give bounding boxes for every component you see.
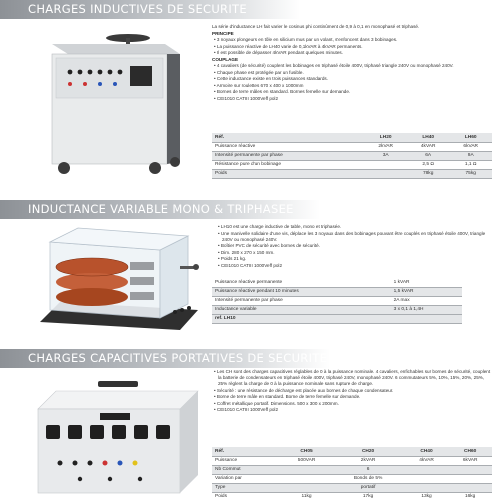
table-cell [448,474,492,483]
table-cell: 11kg [282,492,332,500]
table-cell: Inductance variable [212,305,391,314]
table-cell: LH40 [407,133,450,142]
feature-item: • LH10 est une charge inductive de table, mono et triphasée. [222,224,491,230]
section-title: CHARGES CAPACITIVES PORTATIVES DE SECURITE [0,349,330,368]
table-cell: 4kVAR [407,142,450,151]
table-cell: 6kVAR [449,142,492,151]
table-cell: Réf. [212,447,282,456]
reference-cell: ref. LH10 [212,314,391,323]
table-cell [405,483,449,492]
table-row [212,151,492,160]
variable-spec-table [212,278,462,324]
capacitive-spec-table [212,447,492,500]
table-cell: CH05 [282,447,332,456]
table-cell: Variation par [212,474,282,483]
coupling-item: • Cette inductance existe en trois puissances standards. [218,76,492,82]
table-cell [282,465,332,474]
table-cell: Poids [212,169,364,178]
table-cell: Puissance [212,456,282,465]
table-cell: 9A [449,151,492,160]
table-cell: 2kVAR [331,456,404,465]
table-header-row [212,133,492,142]
table-cell: 2kVAR [364,142,407,151]
feature-item: • Poids 21 kg. [222,256,491,262]
table-cell: Puissance réactive [212,142,364,151]
feature-item: • Coffret métallique portatif. Dimensions. 500 x 300 x 200mm. [218,401,492,407]
table-row [212,456,492,465]
table-cell: 500VAR [282,456,332,465]
principle-heading: PRINCIPE [212,30,234,36]
table-cell: 78kg [407,169,450,178]
table-cell: 1,5 kVAR [391,287,462,296]
table-cell [364,160,407,169]
coupling-item: • Chaque phase est protégée par un fusible. [218,70,492,76]
table-cell: Poids [212,492,282,500]
feature-item: • Dim. 280 x 270 x 150 mm. [222,250,491,256]
section-title: INDUCTANCE VARIABLE MONO & TRIPHASEE [0,200,320,219]
principle-item: • 3 noyaux plongeurs en tôle en silicium mus par un volant, s'enfoncent dans 3 bobinages. [218,37,492,43]
inductive-cabinet-photo [30,22,200,177]
intro-text: La série d'inductance LH fait varier le cosinus phi continûment de 0,9 à 0,1 en monophasé et triphasé. [212,24,420,29]
table-cell [282,483,332,492]
coupling-item: • 4 cavaliers (de sécurité) couplent les bobinages en triphasé étoile 400V, triphasé triangle 240V ou monophasé 240V. [218,63,492,69]
feature-item: • CEI1010 CATIII 1000Veff pol2 [222,263,491,269]
table-cell: CH60 [448,447,492,456]
table-cell: CH40 [405,447,449,456]
feature-item: • Sécurité : une résistance de décharge est placée aux bornes de chaque condensateur. [218,388,492,394]
table-row [212,169,492,178]
principle-item: • La puissance réactive de LH40 varie de 0,1kVAR à 4kVAR permanents. [218,44,492,50]
table-cell: 6 [331,465,404,474]
section-title: CHARGES INDUCTIVES DE SECURITE [0,0,300,19]
table-cell: Intensité permanente par phase [212,296,391,305]
table-cell: Type [212,483,282,492]
table-row [212,492,492,500]
table-row [212,474,492,483]
table-cell: 1,1 Ω [449,160,492,169]
capacitive-description [212,369,492,414]
reference-row [212,314,462,323]
table-cell [364,169,407,178]
feature-item: • Les CH sont des charges capacitives réglables de 0 à la puissance nominale. 4 cavaliers, enfichables sur bornes de sécurité, couplent la batterie de condensateurs en triphasé étoile 400V, triphasé 240V, monophasé 240V. 6 commutateurs 5%, 10%, 15%, 20%, 25%, 25% règlent la charge de 0 à la puissance nominale sans rupture de charge. [218,369,492,387]
section-capacitive-loads [0,343,500,500]
section-inductive-loads [0,0,500,178]
table-cell: Puissance réactive pendant 10 minutes [212,287,391,296]
feature-item: • Borne de terre mâle en standard. Borne de terre femelle sur demande. [218,394,492,400]
feature-item: • CEI1010 CATIII 1000Veff pol2 [218,407,492,413]
table-cell: 16kg [448,492,492,500]
coupling-item: • Bornes de terre mâles en standard. Bornes femelle sur demande. [218,89,492,95]
table-cell: 2A max [391,296,462,305]
table-cell: Puissance réactive permanente [212,278,391,287]
table-cell: LH20 [364,133,407,142]
table-cell [405,465,449,474]
table-cell: 13kg [405,492,449,500]
inductive-description [212,24,492,102]
table-cell: LH60 [449,133,492,142]
table-cell [448,465,492,474]
table-row [212,160,492,169]
table-cell: Nb Commut [212,465,282,474]
table-row [212,142,492,151]
table-cell: Intensité permanente par phase [212,151,364,160]
table-cell: Réf. [212,133,364,142]
table-cell: 17kg [331,492,404,500]
feature-item: • Boîtier PVC de sécurité avec bornes de sécurité. [222,243,491,249]
coupling-item: • Armoire sur roulettes 670 x 400 x 1000mm [218,83,492,89]
variable-description [216,224,491,269]
table-cell: 6kVAR [448,456,492,465]
table-row [212,465,492,474]
table-cell: 3 x 0,1 à 1,4H [391,305,462,314]
coupling-heading: COUPLAGE [212,56,239,62]
table-row [212,287,462,296]
feature-item: • Une manivelle solidaire d'une vis, déplace les 3 noyaux dans des bobinages pouvant être couplés en triphasé étoile 400V, triangle 240V ou monophasé 240V. [222,231,491,243]
table-cell [405,474,449,483]
table-cell: 3A [364,151,407,160]
table-row [212,305,462,314]
variable-inductance-photo [30,222,202,340]
table-cell: CH20 [331,447,404,456]
coupling-item: • CEI1010 CATIII 1000Veff pol2 [218,96,492,102]
table-row [212,296,462,305]
table-cell: portatif [331,483,404,492]
principle-item: • Il est possible de dépasser 4kVAR pendant quelques minutes. [218,50,492,56]
table-cell: Bonds de 5% [331,474,404,483]
table-cell [448,483,492,492]
table-cell: 6A [407,151,450,160]
table-header-row [212,447,492,456]
table-cell [282,474,332,483]
table-cell: 2,5 Ω [407,160,450,169]
table-row [212,278,462,287]
section-variable-inductance [0,200,500,344]
capacitive-box-photo [30,371,202,499]
inductive-spec-table [212,133,492,179]
table-cell: 75kg [449,169,492,178]
table-cell: Résistance pure d'un bobinage [212,160,364,169]
table-cell: 1 kVAR [391,278,462,287]
table-row [212,483,492,492]
table-cell: 4kVAR [405,456,449,465]
